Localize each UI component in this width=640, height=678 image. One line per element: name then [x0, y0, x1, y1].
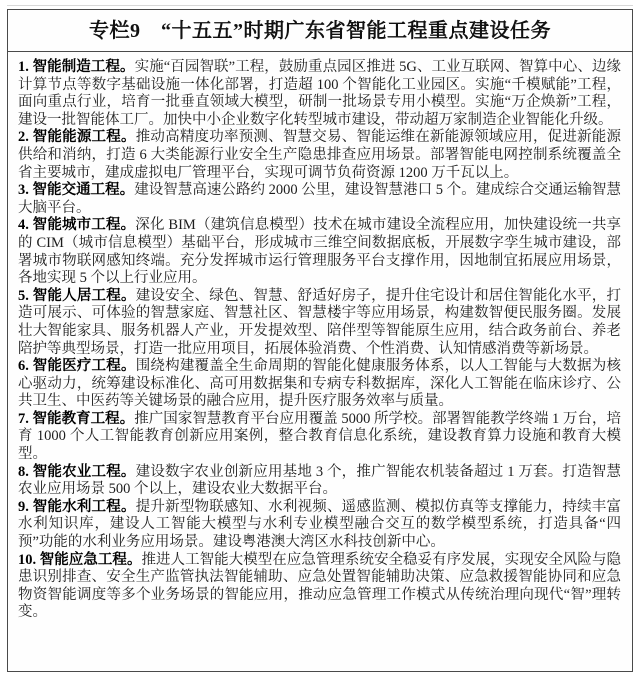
task-item-3-text: 建设智慧高速公路约 2000 公里，建设智慧港口 5 个。建成综合交通运输智慧大脑平台。 [18, 182, 622, 216]
task-item-5-text: 建设安全、绿色、智慧、舒适好房子，提升住宅设计和居住智能化水平，打造可展示、可体验的智慧家庭、智慧社区、智慧楼宇等应用场景，构建数智便民服务圈。发展壮大智能家具、服务机器人产业，开发提效型、陪伴型等智能原生应用，结合政务前台、养老陪护等典型场景，打造一批应用项目，拓展体验消费、个性消费、认知情感消费等新场景。 [18, 287, 622, 357]
task-item-2-heading: 2. 智能能源工程。 [18, 129, 136, 146]
task-item-3-heading: 3. 智能交通工程。 [18, 182, 135, 199]
task-item-5 [18, 288, 621, 358]
task-item-1-heading: 1. 智能制造工程。 [18, 59, 135, 75]
task-item-10-text: 推进人工智能大模型在应急管理系统安全稳妥有序发展，实现安全风险与隐患识别排查、安全生产监管执法智能辅助、应急处置智能辅助决策、应急救援智能协同和应急物资智能调度等多个业务场景的智能应用，推动应急管理工作模式从传统治理向现代“智”理转变。 [18, 551, 621, 621]
task-item-5-heading: 5. 智能人居工程。 [18, 287, 136, 304]
task-item-6 [18, 358, 621, 411]
task-item-1-text: 实施“百园智联”工程，鼓励重点园区推进 5G、工业互联网、智算中心、边缘计算节点等数字基础设施一体化部署，打造超 100 个智能化工业园区。实施“千模赋能”工程，面向重点行业，培育一批垂直领域大模型，研制一批场景专用小模型。实施“万企焕新”工程，建设一批智能体工厂。加快中小企业数字化转型城市建设，带动超万家制造企业智能化升级。 [18, 59, 621, 128]
task-item-7-text: 推广国家智慧教育平台应用覆盖 5000 所学校。部署智能教学终端 1 万台，培育 1000 个人工智能教育创新应用案例，整合教育信息化系统，建设教育算力设施和教育大模型。 [18, 410, 622, 463]
task-item-8-heading: 8. 智能农业工程。 [18, 463, 136, 480]
task-item-9-text: 提升新型物联感知、水利视频、遥感监测、模拟仿真等支撑能力，持续丰富水利知识库，建设人工智能大模型与水利专业模型融合交互的数学模型系统，打造具备“四预”功能的水利业务应用场景。建设粤港澳大湾区水科技创新中心。 [18, 498, 622, 551]
task-item-4-heading: 4. 智能城市工程。 [18, 217, 136, 234]
task-item-9-heading: 9. 智能水利工程。 [18, 498, 136, 515]
task-item-6-text: 围绕构建覆盖全生命周期的智能化健康服务体系，以人工智能与大数据为核心驱动力，统筹建设标准化、高可用数据集和专病专科数据库，深化人工智能在临床诊疗、公共卫生、中医药等关键场景的融合应用，提升医疗服务效率与质量。 [18, 358, 622, 410]
task-item-2 [18, 129, 621, 182]
task-item-1 [18, 59, 621, 129]
scan-artifact-line [7, 5, 633, 7]
task-item-10-heading: 10. 智能应急工程。 [18, 551, 142, 568]
task-item-2-text: 推动高精度功率预测、智慧交易、智能运维在新能源领域应用，促进新能源供给和消纳，打造 6 大类能源行业安全生产隐患排查应用场景。部署智能电网控制系统覆盖全省主要城市，建成虚拟电厂管理平台，实现可调节负荷资源 1200 万千瓦以上。 [18, 129, 622, 181]
task-item-7 [18, 411, 621, 464]
column-box [7, 9, 633, 672]
task-item-10 [18, 552, 621, 622]
task-item-6-heading: 6. 智能医疗工程。 [18, 358, 136, 375]
task-item-9 [18, 499, 621, 552]
task-item-8-text: 建设数字农业创新应用基地 3 个，推广智能农机装备超过 1 万套。打造智慧农业应用场景 500 个以上，建设农业大数据平台。 [18, 463, 622, 498]
task-item-4-text: 深化 BIM（建筑信息模型）技术在城市建设全流程应用，加快建设统一共享的 CIM（城市信息模型）基础平台，形成城市三维空间数据底板，开展数字孪生城市建设，部署城市物联网感知终端。充分发挥城市运行管理服务平台支撑作用，因地制宜拓展应用场景，各地实现 5 个以上行业应用。 [18, 217, 621, 287]
task-item-8 [18, 464, 621, 499]
task-item-4 [18, 217, 621, 287]
column-body [8, 52, 632, 638]
column-title: 专栏9 “十五五”时期广东省智能工程重点建设任务 [8, 10, 632, 52]
task-item-7-heading: 7. 智能教育工程。 [18, 410, 135, 427]
task-item-3 [18, 182, 621, 217]
